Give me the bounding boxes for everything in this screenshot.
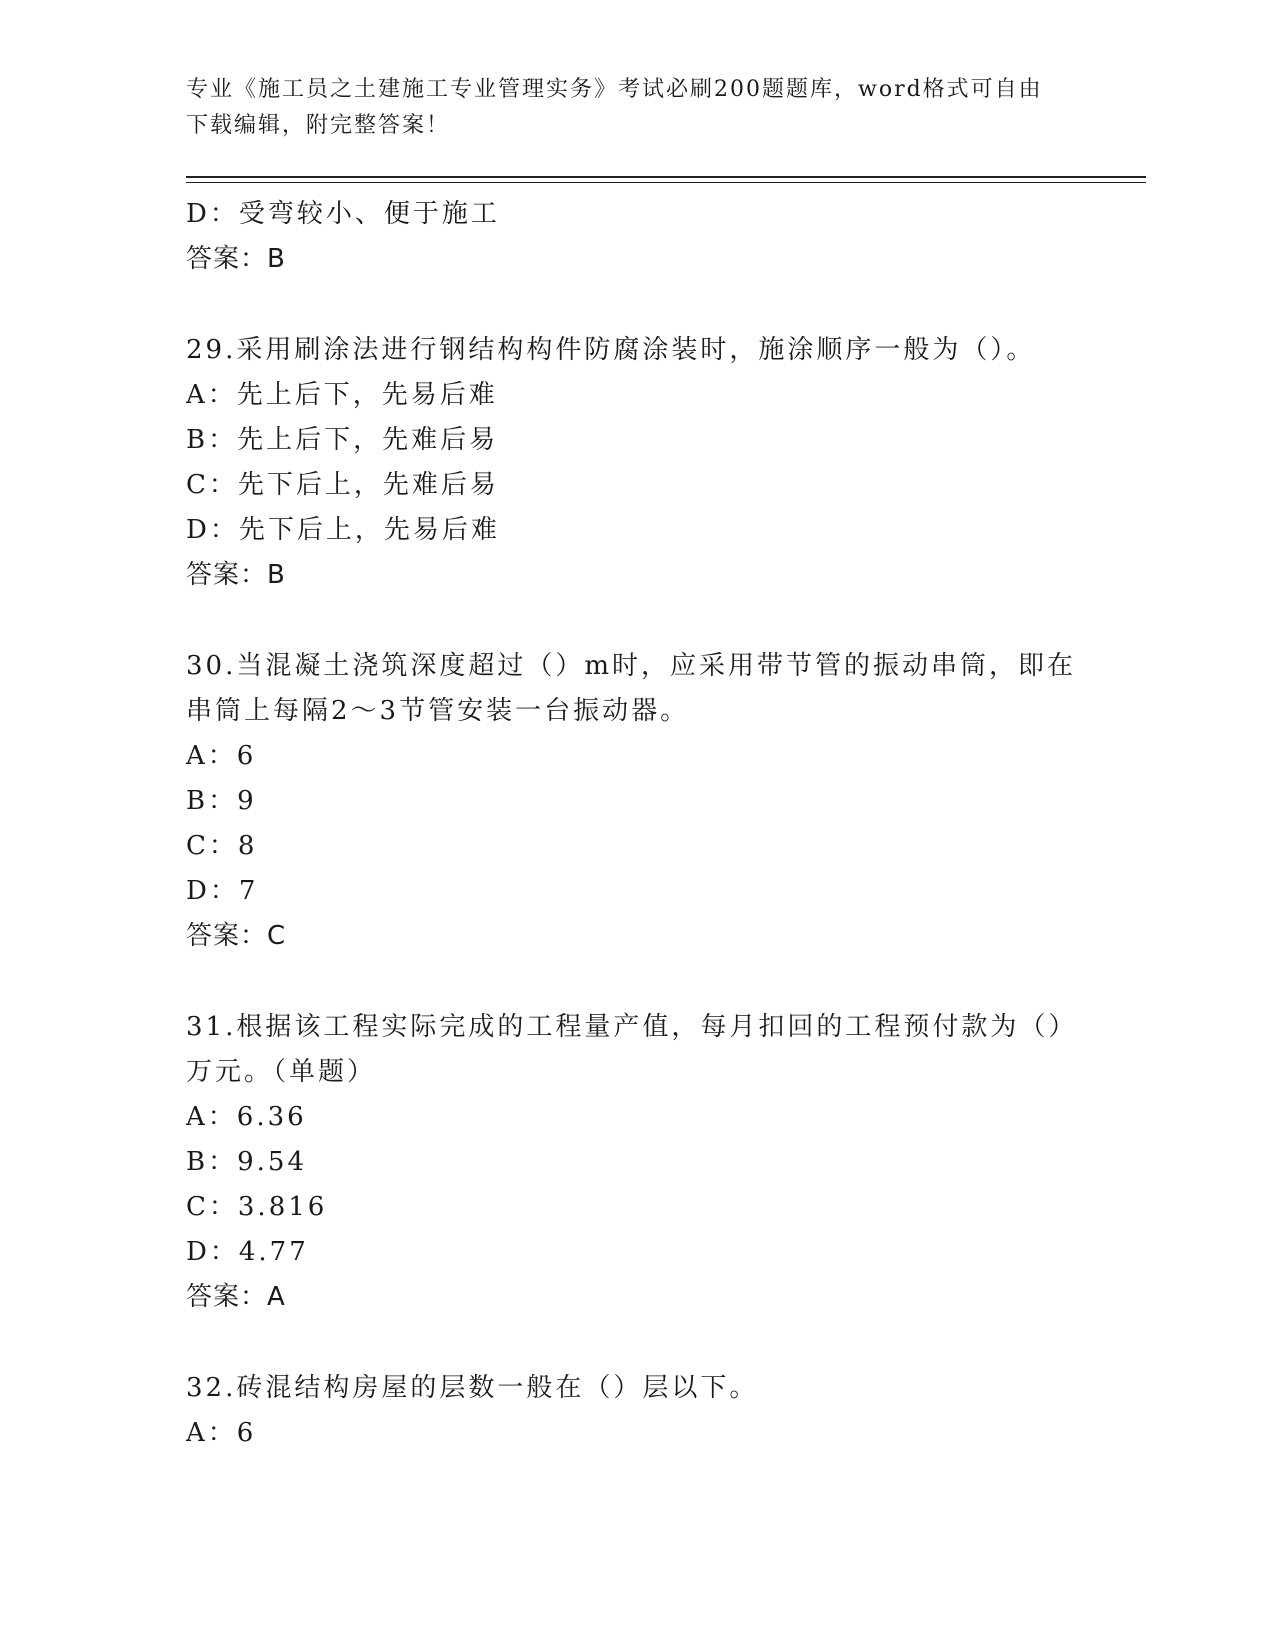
answer-line: 答案：B — [186, 244, 286, 274]
option-c: C：8 — [186, 831, 258, 861]
header-line-2: 下载编辑，附完整答案！ — [186, 113, 451, 138]
header-divider-thick — [186, 176, 1146, 178]
document-header — [186, 72, 1066, 144]
question-30 — [186, 644, 1086, 959]
option-a: A：6 — [186, 1418, 257, 1448]
header-line-1: 专业《施工员之土建施工专业管理实务》考试必刷200题题库，word格式可自由 — [186, 77, 1043, 102]
question-stem-line-2: 万元。（单题） — [186, 1057, 377, 1087]
option-d: D：7 — [186, 876, 259, 906]
question-29 — [186, 328, 1086, 598]
option-b: B：9 — [186, 786, 257, 816]
question-stem-line-2: 串筒上每隔2～3节管安装一台振动器。 — [186, 696, 690, 726]
question-list — [186, 192, 1086, 1456]
question-31 — [186, 1005, 1086, 1320]
question-28-tail — [186, 192, 1086, 282]
header-divider-thin — [186, 182, 1146, 183]
option-d: D：先下后上，先易后难 — [186, 515, 500, 545]
option-a: A：6.36 — [186, 1102, 307, 1132]
option-b: B：9.54 — [186, 1147, 307, 1177]
question-stem: 32.砖混结构房屋的层数一般在（）层以下。 — [186, 1373, 759, 1403]
answer-line: 答案：C — [186, 921, 287, 951]
answer-line: 答案：A — [186, 1282, 286, 1312]
option-c: C：先下后上，先难后易 — [186, 470, 499, 500]
question-stem-line-1: 31.根据该工程实际完成的工程量产值，每月扣回的工程预付款为（） — [186, 1012, 1078, 1042]
option-a: A：先上后下，先易后难 — [186, 380, 498, 410]
option-b: B：先上后下，先难后易 — [186, 425, 499, 455]
option-a: A：6 — [186, 741, 257, 771]
option-d: D：4.77 — [186, 1237, 309, 1267]
question-stem: 29.采用刷涂法进行钢结构构件防腐涂装时，施涂顺序一般为（）。 — [186, 335, 1036, 365]
question-32 — [186, 1366, 1086, 1456]
option-d: D：受弯较小、便于施工 — [186, 199, 500, 229]
question-stem-line-1: 30.当混凝土浇筑深度超过（）m时，应采用带节管的振动串筒，即在 — [186, 651, 1077, 681]
option-c: C：3.816 — [186, 1192, 328, 1222]
answer-line: 答案：B — [186, 560, 286, 590]
